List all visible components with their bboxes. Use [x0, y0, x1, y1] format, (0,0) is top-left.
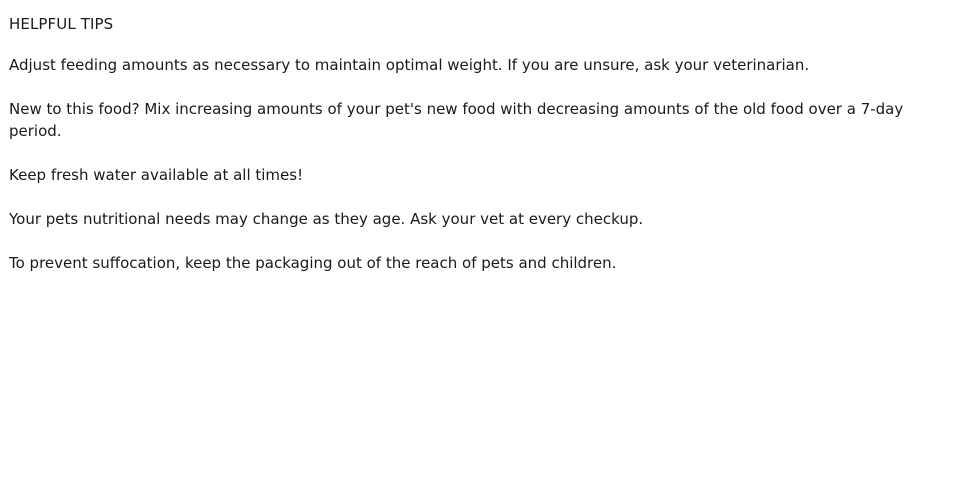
tip-paragraph-fresh-water: Keep fresh water available at all times! [9, 166, 304, 184]
tip-paragraph-suffocation-warning: To prevent suffocation, keep the packaging out of the reach of pets and children. [9, 254, 617, 272]
tip-paragraph-nutritional-needs: Your pets nutritional needs may change as they age. Ask your vet at every checkup. [9, 210, 644, 228]
tip-paragraph-feeding-amounts: Adjust feeding amounts as necessary to maintain optimal weight. If you are unsure, ask your veterinarian. [9, 56, 810, 74]
page-title: HELPFUL TIPS [9, 15, 114, 33]
tip-paragraph-food-transition: New to this food? Mix increasing amounts of your pet's new food with decreasing amounts of the old food over a 7-day period. [9, 100, 904, 140]
